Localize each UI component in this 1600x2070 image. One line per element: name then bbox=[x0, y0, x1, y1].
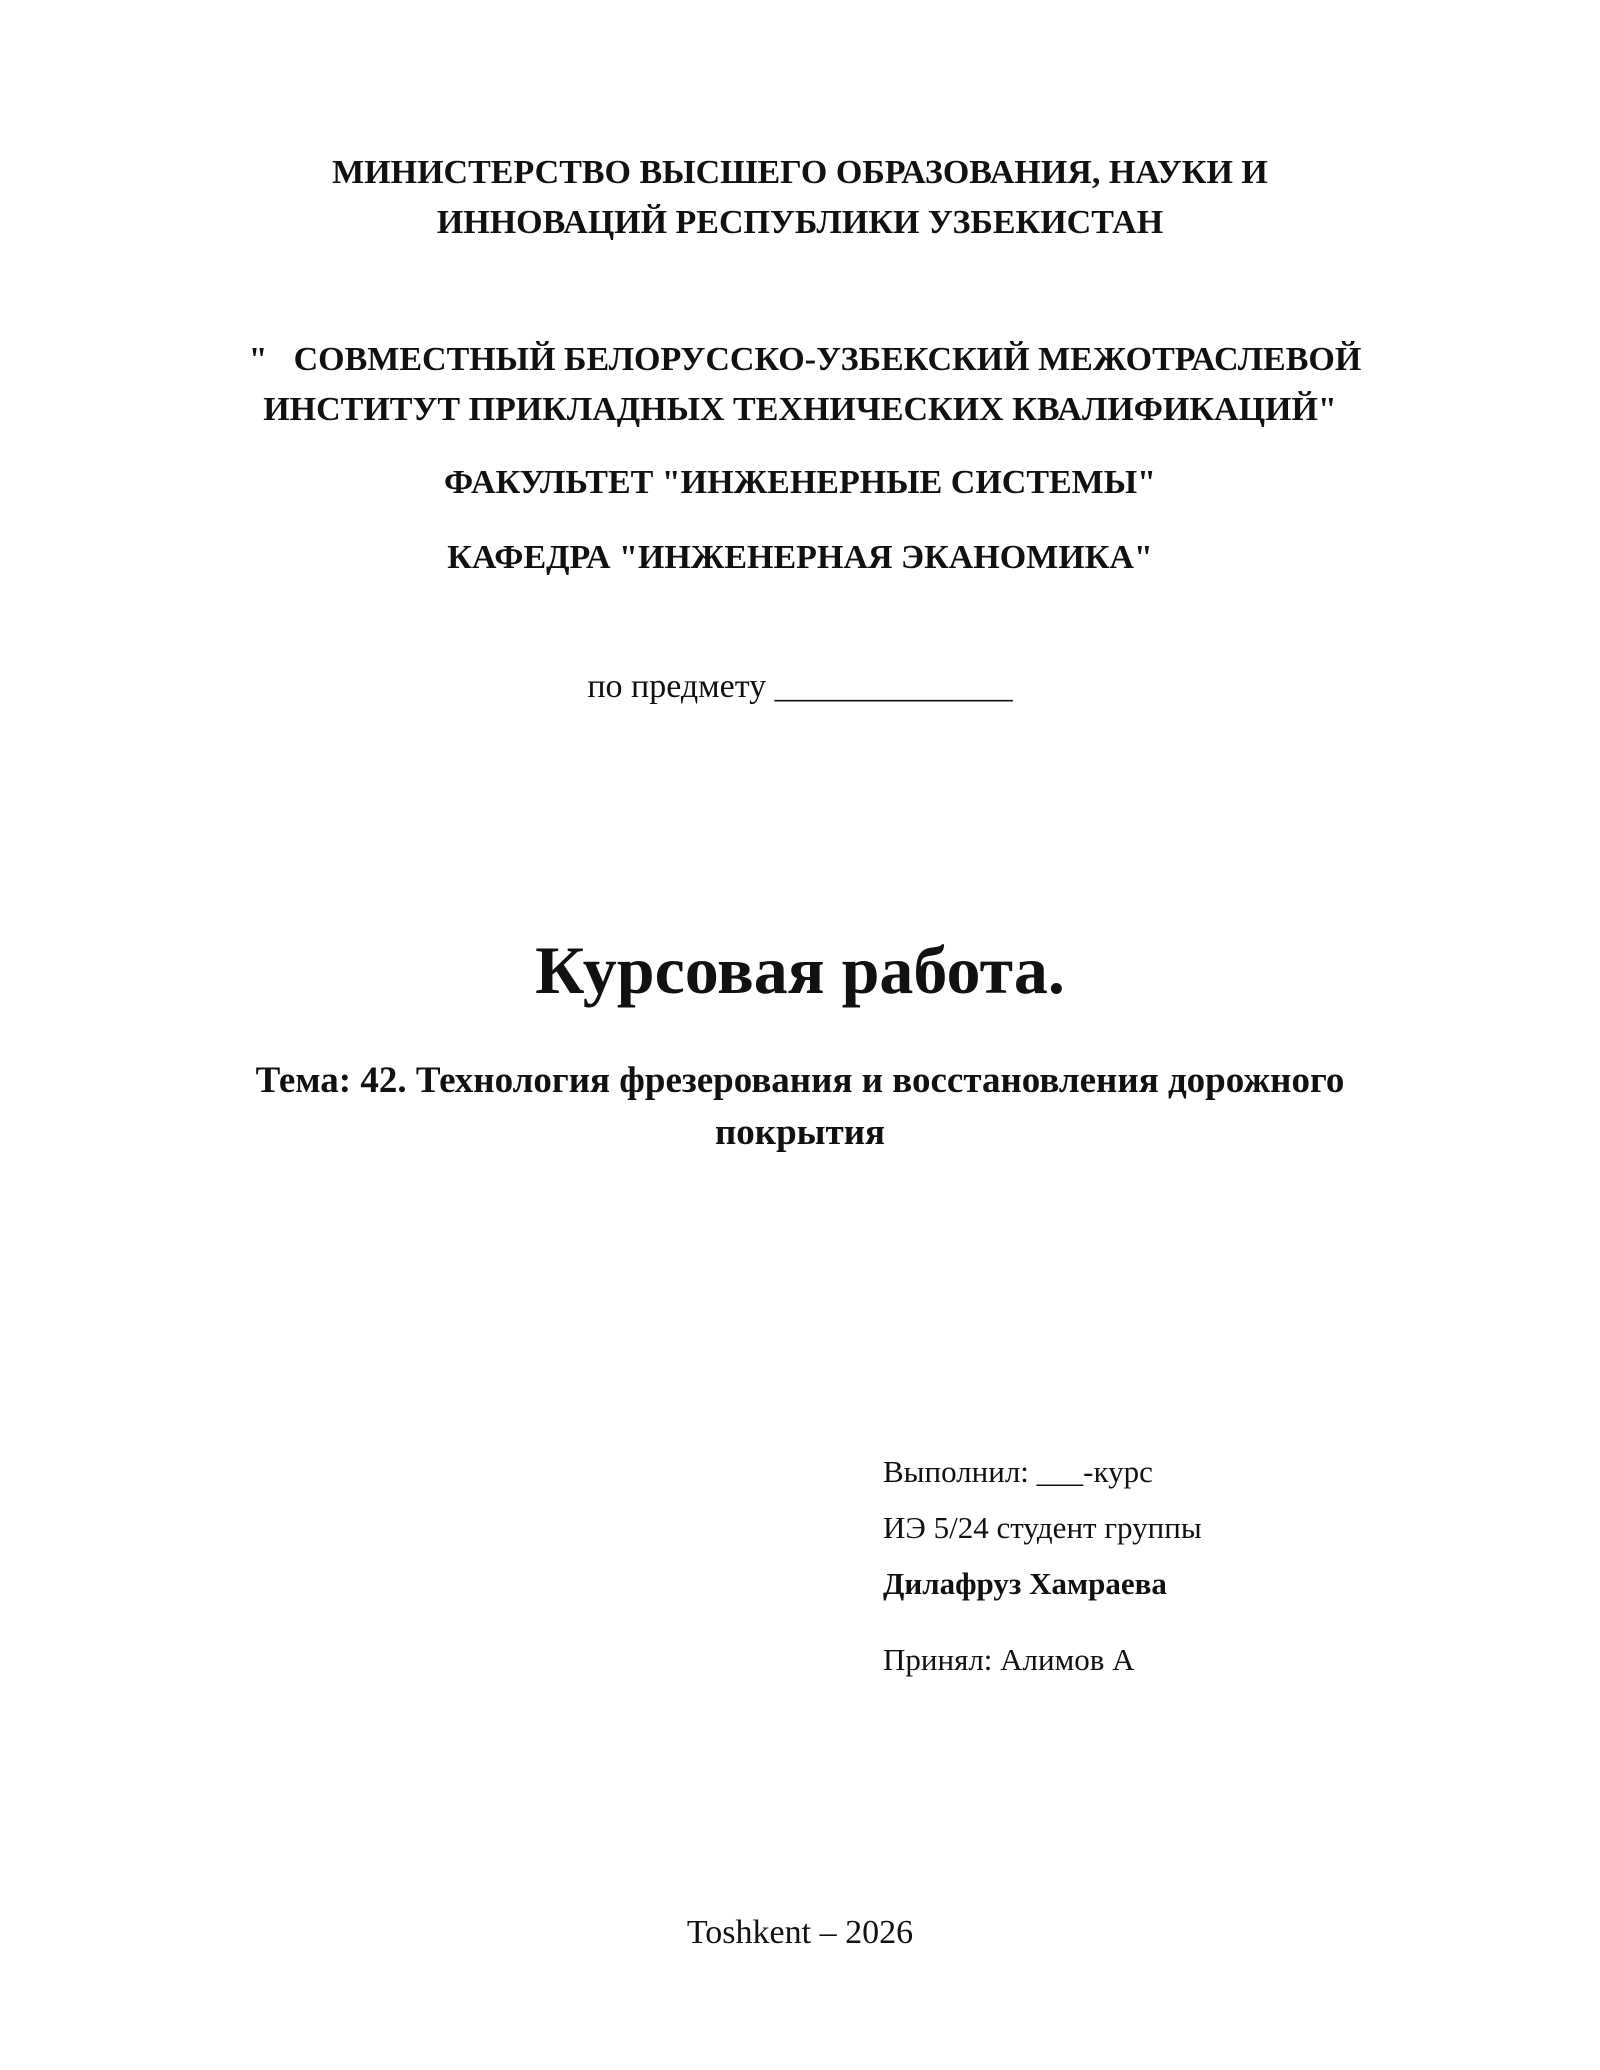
institute-line-1-text: СОВМЕСТНЫЙ БЕЛОРУССКО-УЗБЕКСКИЙ МЕЖОТРАСЛЕВОЙ bbox=[293, 341, 1362, 378]
ministry-line-1: МИНИСТЕРСТВО ВЫСШЕГО ОБРАЗОВАНИЯ, НАУКИ И bbox=[332, 154, 1268, 191]
institute-line-2: ИНСТИТУТ ПРИКЛАДНЫХ ТЕХНИЧЕСКИХ КВАЛИФИКАЦИЙ" bbox=[263, 391, 1337, 428]
topic-line-1: Тема: 42. Технология фрезерования и восстановления дорожного bbox=[255, 1060, 1345, 1101]
topic-heading bbox=[0, 1055, 1600, 1159]
student-group: ИЭ 5/24 студент группы bbox=[883, 1510, 1202, 1545]
ministry-header bbox=[0, 148, 1600, 248]
performed-by: Выполнил: ___-курс bbox=[883, 1454, 1153, 1489]
topic-line-2: покрытия bbox=[714, 1112, 886, 1153]
institute-line-1 bbox=[0, 335, 1600, 385]
institute-header bbox=[0, 335, 1600, 435]
ministry-line-2: ИННОВАЦИЙ РЕСПУБЛИКИ УЗБЕКИСТАН bbox=[436, 204, 1164, 241]
accepted-by: Принял: Алимов А bbox=[883, 1642, 1135, 1677]
faculty-heading: ФАКУЛЬТЕТ "ИНЖЕНЕРНЫЕ СИСТЕМЫ" bbox=[443, 464, 1157, 501]
department-heading: КАФЕДРА "ИНЖЕНЕРНАЯ ЭКАНОМИКА" bbox=[447, 539, 1153, 576]
city-year: Toshkent – 2026 bbox=[686, 1914, 914, 1951]
student-name: Дилафруз Хамраева bbox=[883, 1566, 1167, 1601]
subject-line: по предмету ______________ bbox=[587, 668, 1013, 705]
institute-open-quote: " bbox=[248, 341, 268, 378]
document-title: Курсовая работа. bbox=[535, 932, 1065, 1008]
